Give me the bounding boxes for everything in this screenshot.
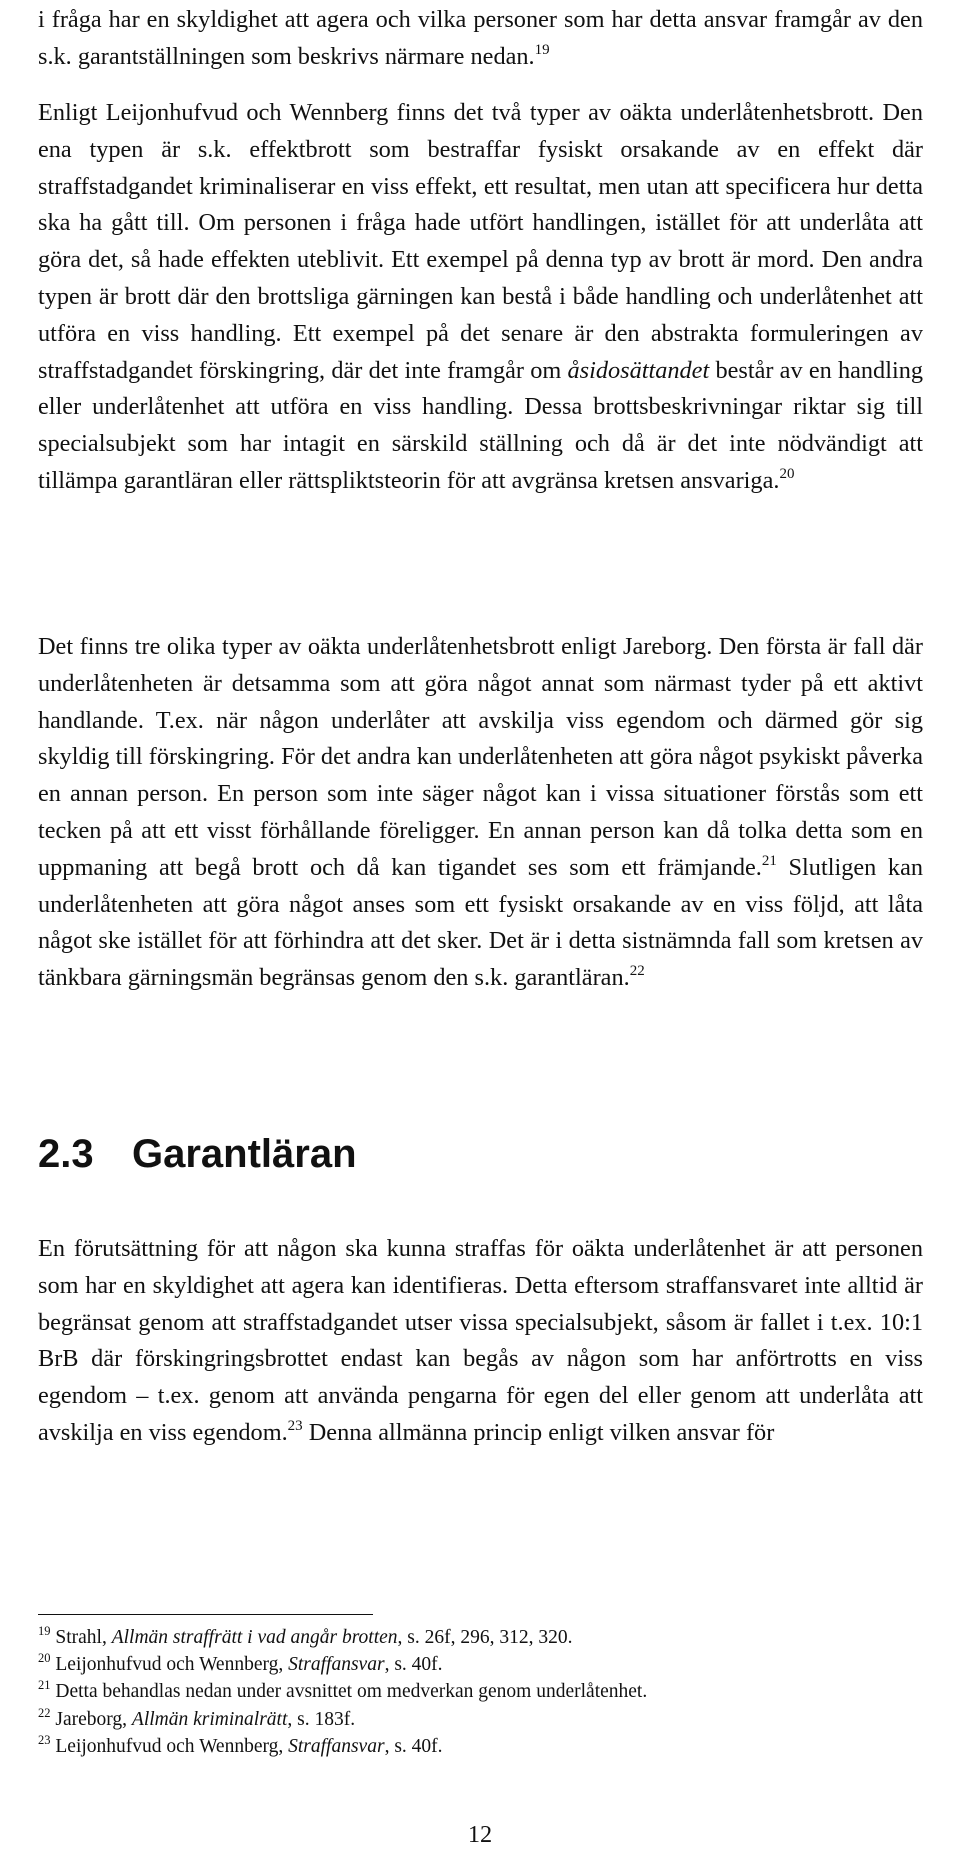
page-number: 12 [467,1821,493,1848]
paragraph-4-text-a: En förutsättning för att någon ska kunna straffas för oäkta underlåtenhet är att personen som har en skyldighet att agera kan identifieras. Detta eftersom straffansvaret inte alltid är begränsat genom att straffstadgandet utser vissa specialsubjekt, såsom är fallet i t.ex. 10:1 BrB där förskingringsbrottet endast kan begås av någon som har anförtrotts en viss egendom – t.ex. genom att använda pengarna för egen del eller genom att underlåta att avskilja en viss egendom. [38,1235,923,1446]
footnote-number: 20 [38,1651,51,1666]
paragraph-3-text-b: Slutligen kan underlåtenheten att göra något anses som ett fysiskt orsakande av en viss följd, att låta något ske istället för att förhindra att det sker. Det är i detta sistnämnda fall som kretsen av tänkbara gärningsmän begränsas genom den s.k. garantläran. [38,853,924,992]
footnote-ref-20: 20 [779,465,795,482]
footnote-text: Leijonhufvud och Wennberg, [55,1735,284,1757]
footnote-title: Straffansvar [288,1735,385,1757]
footnote-ref-21: 21 [761,852,777,869]
footnote-pages: , s. 183f. [287,1708,356,1730]
footnote-number: 21 [38,1678,51,1693]
footnote-item [38,1733,923,1760]
footnote-ref-23: 23 [287,1417,303,1434]
footnote-item [38,1624,923,1651]
footnote-number: 23 [38,1732,51,1747]
footnote-ref-22: 22 [629,963,645,980]
footnote-number: 22 [38,1705,51,1720]
paragraph-2 [38,95,923,500]
footnote-text: Leijonhufvud och Wennberg, [55,1654,284,1676]
footnote-item [38,1678,923,1705]
paragraph-3 [38,629,923,997]
footnote-text: Strahl, [55,1627,107,1648]
footnote-pages: , s. 26f, 296, 312, 320. [397,1627,573,1648]
paragraph-3-text-a: Det finns tre olika typer av oäkta underlåtenhetsbrott enligt Jareborg. Den första är fall där underlåtenheten är detsamma som att göra något annat som närmast tyder på ett aktivt handlande. T.ex. när någon underlåter att avskilja viss egendom och därmed gör sig skyldig till förskingring. För det andra kan underlåtenheten att göra något psykiskt påverka en annan person. En person som inte säger något kan i vissa situationer förstås som ett tecken på att ett visst förhållande föreligger. En annan person kan då tolka detta som en uppmaning att begå brott och då kan tigandet ses som ett främjande. [38,633,923,881]
footnote-ref-19: 19 [534,41,550,58]
footnote-title: Allmän kriminalrätt [131,1708,288,1730]
footnote-item [38,1706,923,1733]
section-title: Garantläran [132,1132,357,1176]
paragraph-1 [38,2,923,76]
section-heading [38,1130,357,1178]
footnote-title: Straffansvar [288,1654,385,1676]
section-number: 2.3 [38,1132,94,1176]
footnote-divider [38,1614,373,1615]
paragraph-4-text-b: Denna allmänna princip enligt vilken ansvar för [308,1418,775,1446]
footnote-pages: , s. 40f. [384,1654,443,1676]
emphasized-term: åsidosättandet [567,356,710,384]
paragraph-1-text: i fråga har en skyldighet att agera och vilka personer som har detta ansvar framgår av den s.k. garantställningen som beskrivs närmare nedan. [38,6,923,70]
paragraph-4 [38,1231,923,1452]
footnote-text: Jareborg, [55,1708,128,1730]
footnote-pages: , s. 40f. [384,1735,443,1757]
paragraph-2-text-b: består av en handling eller underlåtenhet att utföra en viss handling. Dessa brottsbeskrivningar riktar sig till specialsubjekt som har intagit en särskild ställning och då är det inte nödvändigt att tillämpa garantläran eller rättspliktsteorin för att avgränsa kretsen ansvariga. [38,356,923,494]
footnote-title: Allmän straffrätt i vad angår brotten [111,1627,398,1648]
footnote-item [38,1651,923,1678]
footnote-text: Detta behandlas nedan under avsnittet om medverkan genom underlåtenhet. [55,1681,648,1703]
footnote-number: 19 [38,1624,51,1638]
footnote-list [38,1624,923,1760]
paragraph-2-text-a: Enligt Leijonhufvud och Wennberg finns det två typer av oäkta underlåtenhetsbrott. Den ena typen är s.k. effektbrott som bestraffar fysiskt orsakande av en effekt där straffstadgandet kriminaliserar en viss effekt, ett resultat, men utan att specificera hur detta ska ha gått till. Om personen i fråga hade utfört handlingen, istället för att underlåta att göra det, så hade effekten uteblivit. Ett exempel på denna typ av brott är mord. Den andra typen är brott där den brottsliga gärningen kan bestå i både handling och underlåtenhet att utföra en viss handling. Ett exempel på det senare är den abstrakta formuleringen av straffstadgandet förskingring, där det inte framgår om [38,99,923,384]
